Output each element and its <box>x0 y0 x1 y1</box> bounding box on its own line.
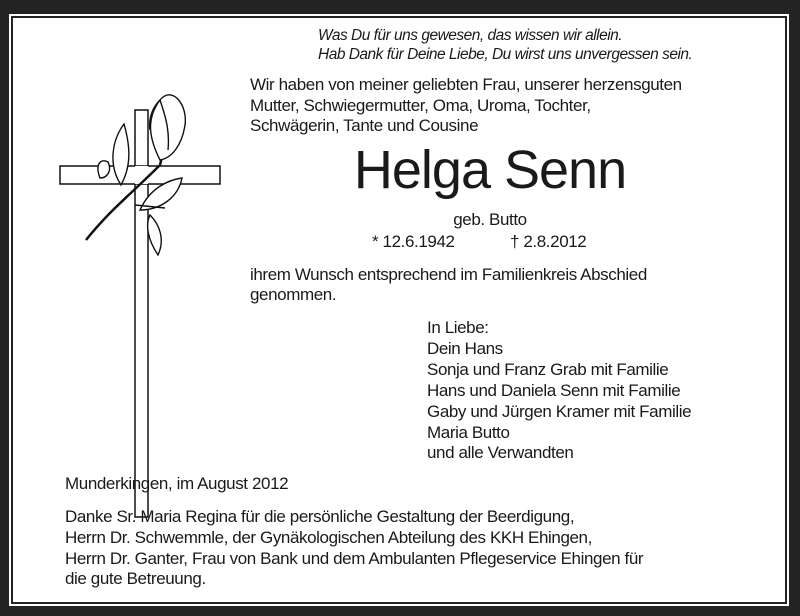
quote-line: Hab Dank für Deine Liebe, Du wirst uns unvergessen sein. <box>318 46 693 63</box>
farewell-line: ihrem Wunsch entsprechend im Familienkreis Abschied <box>250 265 647 284</box>
maiden-name: geb. Butto <box>453 210 527 229</box>
thanks-line: Herrn Dr. Schwemmle, der Gynäkologischen Abteilung des KKH Ehingen, <box>65 528 592 547</box>
mourner-line: Hans und Daniela Senn mit Familie <box>427 381 681 400</box>
thanks-line: Herrn Dr. Ganter, Frau von Bank und dem Ambulanten Pflegeservice Ehingen für <box>65 549 644 568</box>
mourner-line: In Liebe: <box>427 318 489 337</box>
place-date: Munderkingen, im August 2012 <box>65 474 289 493</box>
death-date: † 2.8.2012 <box>510 232 587 251</box>
quote-line: Was Du für uns gewesen, das wissen wir allein. <box>318 27 623 44</box>
mourner-line: und alle Verwandten <box>427 443 574 462</box>
birth-date: * 12.6.1942 <box>372 232 455 251</box>
intro-line: Schwägerin, Tante und Cousine <box>250 116 479 135</box>
deceased-name: Helga Senn <box>353 140 627 200</box>
mourner-line: Dein Hans <box>427 339 503 358</box>
intro-line: Wir haben von meiner geliebten Frau, unserer herzensguten <box>250 75 682 94</box>
mourner-line: Sonja und Franz Grab mit Familie <box>427 360 669 379</box>
mourner-line: Maria Butto <box>427 423 510 442</box>
intro-line: Mutter, Schwiegermutter, Oma, Uroma, Tochter, <box>250 96 591 115</box>
thanks-line: Danke Sr. Maria Regina für die persönliche Gestaltung der Beerdigung, <box>65 507 575 526</box>
farewell-line: genommen. <box>250 285 337 304</box>
mourner-line: Gaby und Jürgen Kramer mit Familie <box>427 402 692 421</box>
thanks-line: die gute Betreuung. <box>65 569 206 588</box>
